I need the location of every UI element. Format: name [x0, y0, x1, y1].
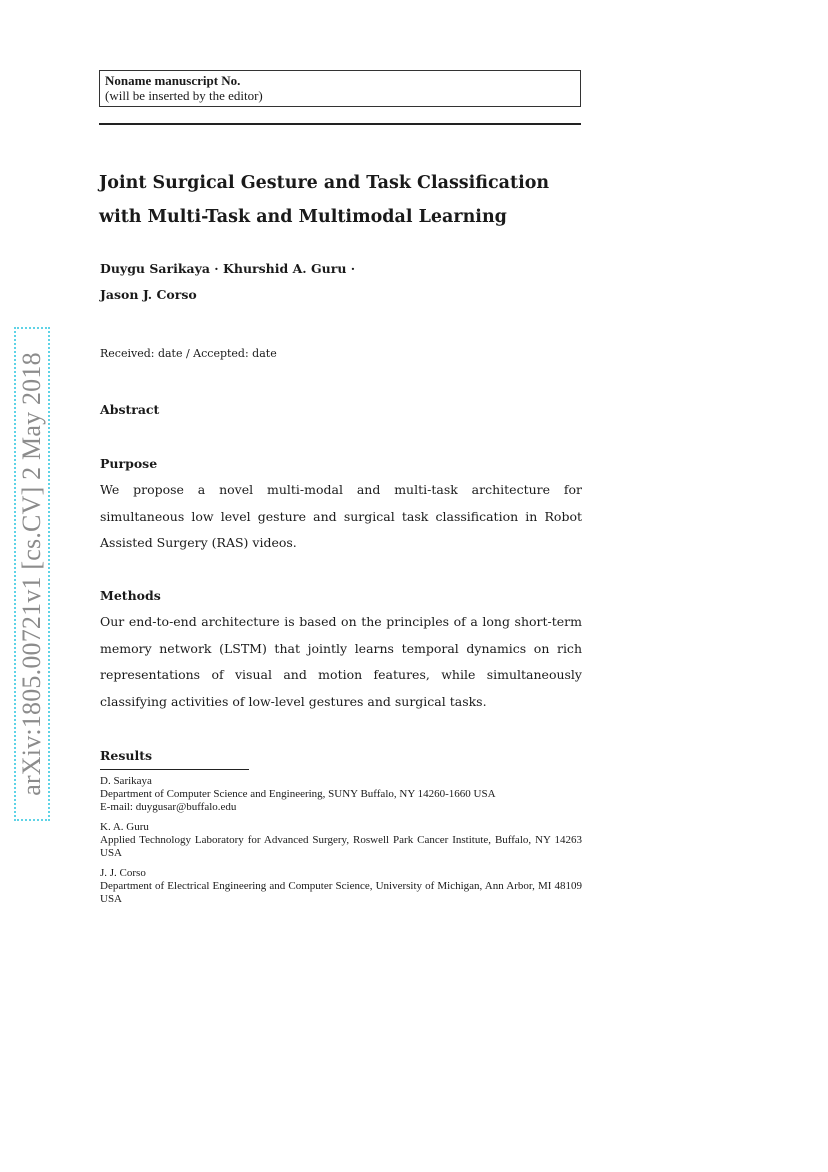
- arxiv-identifier-box: [14, 327, 50, 821]
- author-list: [100, 256, 582, 308]
- editor-note: (will be inserted by the editor): [105, 88, 263, 103]
- methods-heading: Methods: [100, 588, 161, 603]
- affiliation-name: J. J. Corso: [100, 867, 146, 879]
- manuscript-number: Noname manuscript No.: [105, 73, 241, 88]
- affiliation-address: Applied Technology Laboratory for Advanced Surgery, Roswell Park Cancer Institute, Buffalo, NY 14263 USA: [100, 834, 582, 859]
- affiliation-name: K. A. Guru: [100, 821, 149, 833]
- received-dates: Received: date / Accepted: date: [100, 347, 277, 360]
- title-rule: [99, 123, 581, 125]
- author-line-2: Jason J. Corso: [100, 287, 197, 302]
- affiliation-address: Department of Electrical Engineering and Computer Science, University of Michigan, Ann Arbor, MI 48109 USA: [100, 880, 582, 905]
- results-heading: Results: [100, 748, 153, 763]
- purpose-paragraph: We propose a novel multi-modal and multi-task architecture for simultaneous low level gesture and surgical task classification in Robot Assisted Surgery (RAS) videos.: [100, 482, 582, 550]
- purpose-heading: Purpose: [100, 456, 158, 471]
- affiliation-guru: [100, 821, 582, 860]
- manuscript-header-box: [99, 70, 581, 107]
- abstract-heading: Abstract: [100, 402, 160, 417]
- footnote-rule: [100, 769, 249, 770]
- author-line-1: Duygu Sarikaya · Khurshid A. Guru ·: [100, 261, 356, 276]
- affiliation-name: D. Sarikaya: [100, 775, 152, 787]
- affiliation-email: E-mail: duygusar@buffalo.edu: [100, 801, 237, 813]
- arxiv-identifier: arXiv:1805.00721v1 [cs.CV] 2 May 2018: [17, 352, 46, 796]
- affiliation-sarikaya: [100, 775, 582, 814]
- affiliation-address: Department of Computer Science and Engineering, SUNY Buffalo, NY 14260-1660 USA: [100, 788, 496, 800]
- affiliation-corso: [100, 867, 582, 906]
- paper-title: Joint Surgical Gesture and Task Classification with Multi-Task and Multimodal Learning: [99, 173, 550, 227]
- methods-paragraph: Our end-to-end architecture is based on the principles of a long short-term memory network (LSTM) that jointly learns temporal dynamics on rich representations of visual and motion features, while simultaneously classifying activities of low-level gestures and surgical tasks.: [100, 614, 582, 709]
